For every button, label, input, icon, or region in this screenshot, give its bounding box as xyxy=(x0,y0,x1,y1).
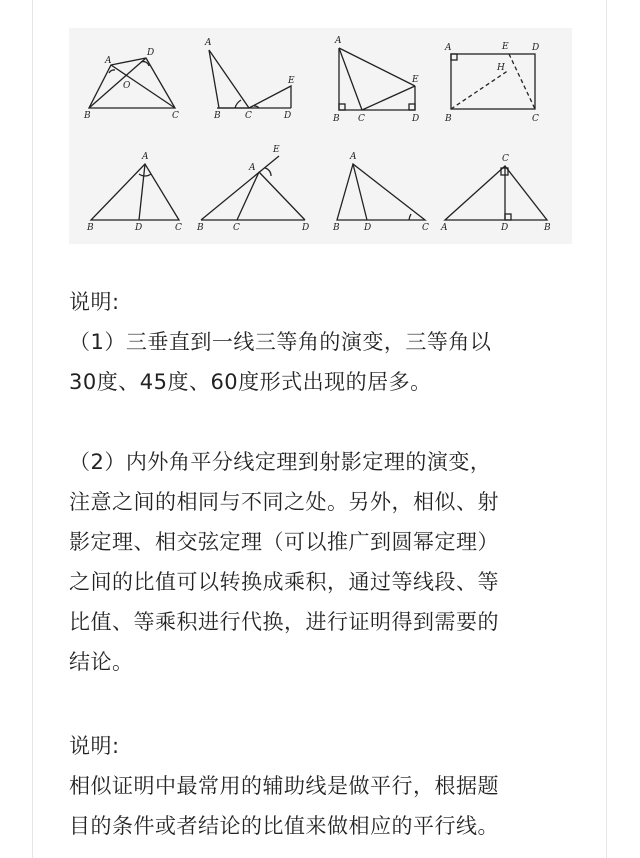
vertex-label: E xyxy=(502,42,509,52)
vertex-label: C xyxy=(172,111,179,121)
vertex-label: D xyxy=(364,223,372,233)
figure-7 xyxy=(332,152,429,233)
vertex-label: H xyxy=(497,63,505,73)
vertex-label: D xyxy=(302,223,310,233)
vertex-label: D xyxy=(412,114,420,124)
vertex-label: E xyxy=(273,145,280,155)
vertex-label: B xyxy=(333,114,340,124)
vertex-label: A xyxy=(445,43,452,53)
vertex-label: C xyxy=(422,223,429,233)
para-2-line-1: （2）内外角平分线定理到射影定理的演变， xyxy=(69,450,492,474)
geometry-figures xyxy=(69,28,572,244)
para-2-line-6: 结论。 xyxy=(69,650,134,674)
vertex-label: A xyxy=(350,152,357,162)
vertex-label: C xyxy=(175,223,182,233)
section-1-heading: 说明: xyxy=(69,290,120,314)
vertex-label: E xyxy=(288,76,295,86)
vertex-label: A xyxy=(249,163,256,173)
vertex-label: A xyxy=(205,38,212,48)
section-2-heading: 说明: xyxy=(69,734,120,758)
para-1-line-2: 30度、45度、60度形式出现的居多。 xyxy=(69,370,432,394)
vertex-label: D xyxy=(135,223,143,233)
section-2-line-1: 相似证明中最常用的辅助线是做平行，根据题 xyxy=(69,774,499,798)
section-1 xyxy=(69,282,579,682)
vertex-label: B xyxy=(214,111,221,121)
para-2-line-5: 比值、等乘积进行代换，进行证明得到需要的 xyxy=(69,610,499,634)
vertex-label: B xyxy=(544,223,551,233)
vertex-label: C xyxy=(532,114,539,124)
figure-5 xyxy=(86,152,182,233)
figure-3 xyxy=(332,36,419,124)
vertex-label: O xyxy=(123,81,131,91)
vertex-label: C xyxy=(245,111,252,121)
vertex-label: A xyxy=(335,36,342,46)
vertex-label: A xyxy=(142,152,149,162)
para-2-line-4: 之间的比值可以转换成乘积，通过等线段、等 xyxy=(69,570,499,594)
vertex-label: A xyxy=(441,223,448,233)
para-1-line-1: （1）三垂直到一线三等角的演变，三等角以 xyxy=(69,330,492,354)
figure-8 xyxy=(440,154,551,233)
vertex-label: B xyxy=(333,223,340,233)
vertex-label: B xyxy=(84,111,91,121)
para-2-line-3: 影定理、相交弦定理（可以推广到圆幂定理） xyxy=(69,530,499,554)
figure-1 xyxy=(83,48,179,121)
vertex-label: C xyxy=(358,114,365,124)
vertex-label: B xyxy=(87,223,94,233)
figure-6 xyxy=(196,145,309,233)
vertex-label: D xyxy=(532,43,540,53)
geometry-figures-image xyxy=(69,28,572,244)
vertex-label: A xyxy=(105,56,112,66)
vertex-label: C xyxy=(502,154,509,164)
figure-2 xyxy=(204,38,295,121)
figure-4 xyxy=(444,42,539,124)
vertex-label: B xyxy=(445,114,452,124)
vertex-label: C xyxy=(233,223,240,233)
para-2-line-2: 注意之间的相同与不同之处。另外，相似、射 xyxy=(69,490,499,514)
section-2-line-2: 目的条件或者结论的比值来做相应的平行线。 xyxy=(69,814,499,838)
vertex-label: D xyxy=(284,111,292,121)
section-2 xyxy=(69,726,579,846)
vertex-label: B xyxy=(197,223,204,233)
blank-line xyxy=(69,402,579,442)
vertex-label: E xyxy=(412,75,419,85)
vertex-label: D xyxy=(147,48,155,58)
vertex-label: D xyxy=(501,223,509,233)
